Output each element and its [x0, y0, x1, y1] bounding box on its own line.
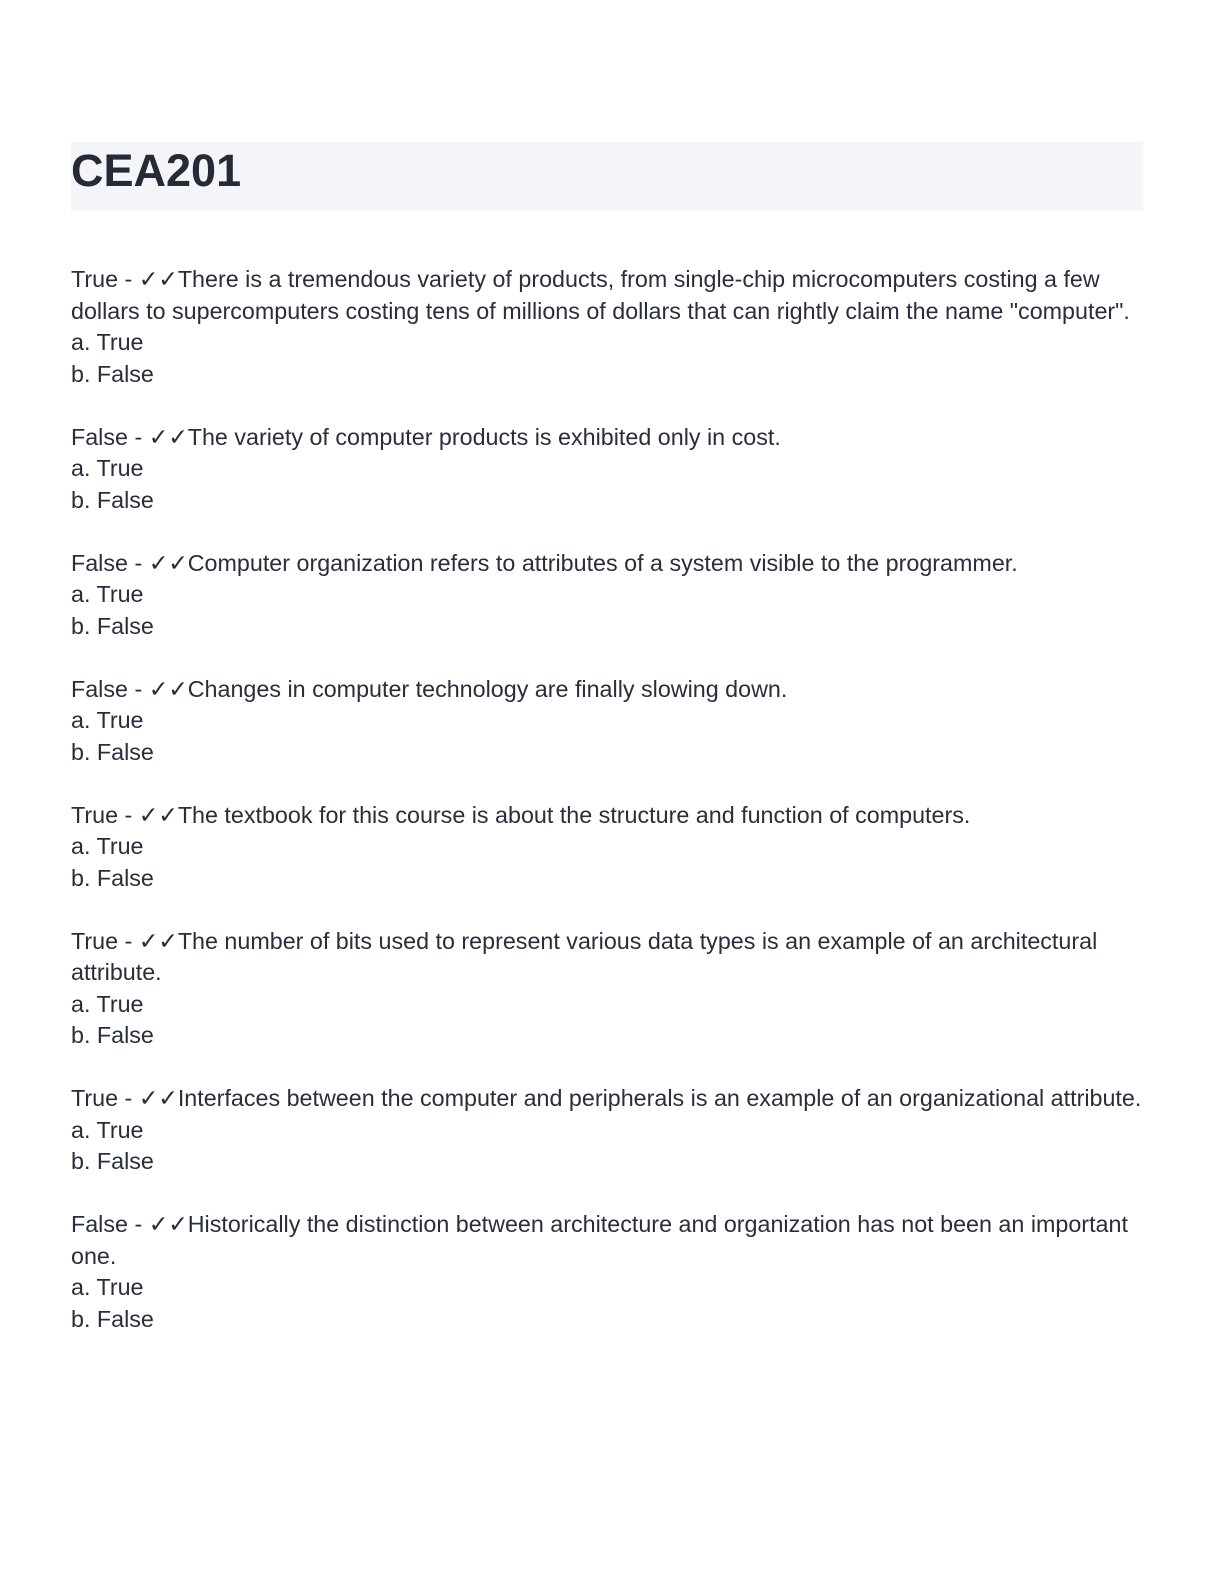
question-stem: False - ✓✓Computer organization refers to attributes of a system visible to the programmer. — [71, 549, 1018, 576]
page-title: CEA201 — [71, 145, 242, 196]
document-page — [71, 142, 1143, 1367]
question-text: The textbook for this course is about the structure and function of computers. — [177, 801, 971, 828]
question-item — [71, 422, 1143, 517]
option-a: a. True — [71, 707, 144, 733]
question-text: The variety of computer products is exhibited only in cost. — [187, 423, 781, 450]
question-list — [71, 264, 1143, 1335]
option-b: b. False — [71, 1022, 154, 1048]
question-item — [71, 1209, 1143, 1335]
question-text: Computer organization refers to attributes of a system visible to the programmer. — [187, 549, 1018, 576]
question-text: There is a tremendous variety of products, from single-chip microcomputers costing a few dollars to supercomputers costing tens of millions of dollars that can rightly claim the name "computer". — [71, 266, 1130, 324]
option-a: a. True — [71, 581, 144, 607]
option-b: b. False — [71, 738, 154, 765]
question-text: The number of bits used to represent various data types is an example of an architectural attribute. — [71, 927, 1098, 985]
check-marks-icon: ✓✓ — [148, 423, 188, 450]
option-a: a. True — [71, 833, 144, 859]
question-stem: True - ✓✓Interfaces between the computer and peripherals is an example of an organizational attribute. — [71, 1085, 1142, 1111]
option-b: b. False — [71, 1305, 154, 1332]
check-marks-icon: ✓✓ — [148, 675, 188, 702]
option-b: b. False — [71, 486, 154, 513]
question-item — [71, 926, 1143, 1052]
option-a: a. True — [71, 990, 144, 1017]
option-a: a. True — [71, 455, 144, 481]
question-item — [71, 548, 1143, 643]
question-stem: True - ✓✓The textbook for this course is about the structure and function of computers. — [71, 801, 971, 828]
option-b: b. False — [71, 864, 154, 891]
answer-label: False — [71, 1211, 128, 1237]
check-marks-icon: ✓✓ — [138, 927, 178, 954]
answer-label: True — [71, 927, 119, 954]
option-a: a. True — [71, 1116, 144, 1143]
check-marks-icon: ✓✓ — [138, 1085, 178, 1111]
option-a: a. True — [71, 329, 144, 355]
option-b: b. False — [71, 1148, 154, 1174]
question-item — [71, 674, 1143, 769]
option-b: b. False — [71, 360, 154, 387]
question-stem: False - ✓✓Historically the distinction between architecture and organization has not been an important one. — [71, 1211, 1128, 1269]
option-a: a. True — [71, 1274, 144, 1300]
answer-label: True — [71, 801, 119, 828]
title-bar — [71, 142, 1143, 211]
check-marks-icon: ✓✓ — [138, 801, 178, 828]
question-item — [71, 1083, 1143, 1178]
answer-label: False — [71, 675, 128, 702]
question-item — [71, 800, 1143, 895]
question-stem: True - ✓✓There is a tremendous variety of products, from single-chip microcomputers costing a few dollars to supercomputers costing tens of millions of dollars that can rightly claim the name "computer". — [71, 266, 1130, 324]
question-text: Changes in computer technology are finally slowing down. — [187, 675, 788, 702]
question-text: Historically the distinction between architecture and organization has not been an important one. — [71, 1211, 1128, 1269]
question-stem: True - ✓✓The number of bits used to represent various data types is an example of an architectural attribute. — [71, 927, 1098, 985]
question-stem: False - ✓✓Changes in computer technology are finally slowing down. — [71, 675, 788, 702]
option-b: b. False — [71, 612, 154, 639]
check-marks-icon: ✓✓ — [148, 1211, 188, 1237]
check-marks-icon: ✓✓ — [138, 266, 178, 292]
answer-label: True — [71, 266, 119, 292]
answer-label: False — [71, 549, 128, 576]
question-text: Interfaces between the computer and peripherals is an example of an organizational attribute. — [177, 1085, 1142, 1111]
question-item — [71, 264, 1143, 390]
check-marks-icon: ✓✓ — [148, 549, 188, 576]
answer-label: False — [71, 423, 128, 450]
answer-label: True — [71, 1085, 119, 1111]
question-stem: False - ✓✓The variety of computer products is exhibited only in cost. — [71, 423, 781, 450]
